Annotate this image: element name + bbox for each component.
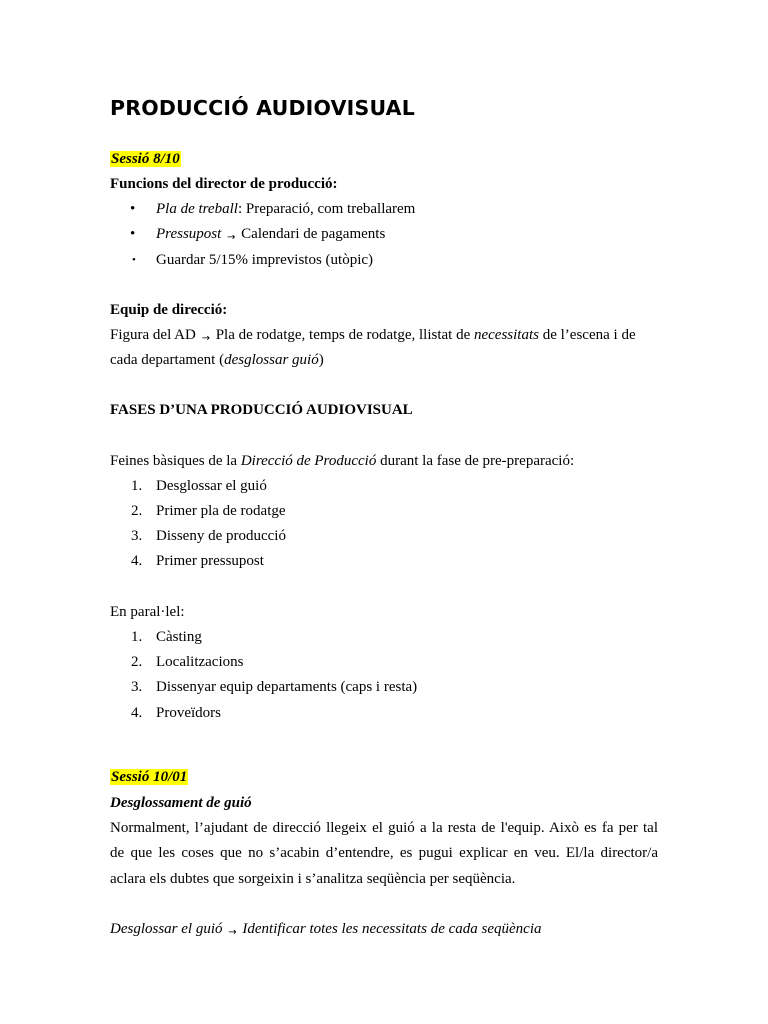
document-title: PRODUCCIÓ AUDIOVISUAL xyxy=(110,96,415,120)
list-item: Guardar 5/15% imprevistos (utòpic) xyxy=(156,252,374,268)
list-number: 3. xyxy=(131,528,143,544)
arrow-icon: → xyxy=(227,232,236,243)
list-item xyxy=(156,199,415,219)
paragraph-line: Normalment, l’ajudant de direcció llegeix el guió a la resta de l'equip. Això es fa per tal xyxy=(110,820,658,836)
text-run: necessitats xyxy=(473,327,539,343)
list-number: 2. xyxy=(131,503,143,519)
list-item: Proveïdors xyxy=(156,705,221,721)
text-run: durant la fase de pre-preparació: xyxy=(380,453,575,469)
bullet-marker: • xyxy=(130,201,136,217)
text-run: desglossar guió xyxy=(224,352,319,368)
list-item: Càsting xyxy=(156,629,202,645)
list-number: 1. xyxy=(131,478,143,494)
section-heading: FASES D’UNA PRODUCCIÓ AUDIOVISUAL xyxy=(110,402,413,418)
section-heading: Desglossament de guió xyxy=(110,795,252,811)
paragraph-line xyxy=(110,325,636,347)
session-label xyxy=(110,767,188,787)
list-number: 4. xyxy=(131,553,143,569)
list-item: Desglossar el guió xyxy=(156,478,267,494)
list-number: 4. xyxy=(131,705,143,721)
bullet-marker: • xyxy=(130,226,136,242)
list-item xyxy=(156,224,385,246)
paragraph-line: En paral·lel: xyxy=(110,604,185,620)
list-number: 3. xyxy=(131,679,143,695)
list-number: 1. xyxy=(131,629,143,645)
paragraph-line xyxy=(110,350,324,370)
text-run: cada departament ( xyxy=(110,352,225,368)
text-run: Direcció de Producció xyxy=(240,453,377,469)
text-run: Figura del AD xyxy=(110,327,196,343)
session-label-highlight: Sessió 10/01 xyxy=(111,769,188,785)
list-item-term: Pla de treball xyxy=(156,201,238,217)
list-item: Localitzacions xyxy=(156,654,244,670)
list-number: 2. xyxy=(131,654,143,670)
section-heading: Equip de direcció: xyxy=(110,302,228,318)
list-item: Disseny de producció xyxy=(156,528,286,544)
list-item-term: Pressupost xyxy=(156,226,222,242)
section-heading: Funcions del director de producció: xyxy=(110,176,338,192)
definition-line xyxy=(110,919,541,941)
list-item: Primer pla de rodatge xyxy=(156,503,286,519)
arrow-icon: → xyxy=(228,927,237,938)
list-item-text: : Preparació, com treballarem xyxy=(237,201,416,217)
text-run: Pla de rodatge, temps de rodatge, llistat de xyxy=(215,327,471,343)
paragraph-line xyxy=(110,451,574,471)
paragraph-line: aclara els dubtes que sorgeixin i s’analitza seqüència per seqüència. xyxy=(110,871,516,887)
arrow-icon: → xyxy=(201,333,210,344)
text-run: Desglossar el guió xyxy=(110,921,223,937)
text-run: Feines bàsiques de la xyxy=(110,453,238,469)
list-item-text: Calendari de pagaments xyxy=(241,226,386,242)
bullet-marker: • xyxy=(132,254,136,266)
text-run: Identificar totes les necessitats de cada seqüència xyxy=(242,921,542,937)
text-run: de l’escena i de xyxy=(542,327,636,343)
session-label xyxy=(110,149,181,169)
list-item: Dissenyar equip departaments (caps i resta) xyxy=(156,679,418,695)
text-run: ) xyxy=(318,352,324,368)
paragraph-line: de que les coses que no s’acabin d’entendre, es pugui explicar en veu. El/la director/a xyxy=(110,845,658,861)
session-label-highlight: Sessió 8/10 xyxy=(111,151,180,167)
list-item: Primer pressupost xyxy=(156,553,264,569)
